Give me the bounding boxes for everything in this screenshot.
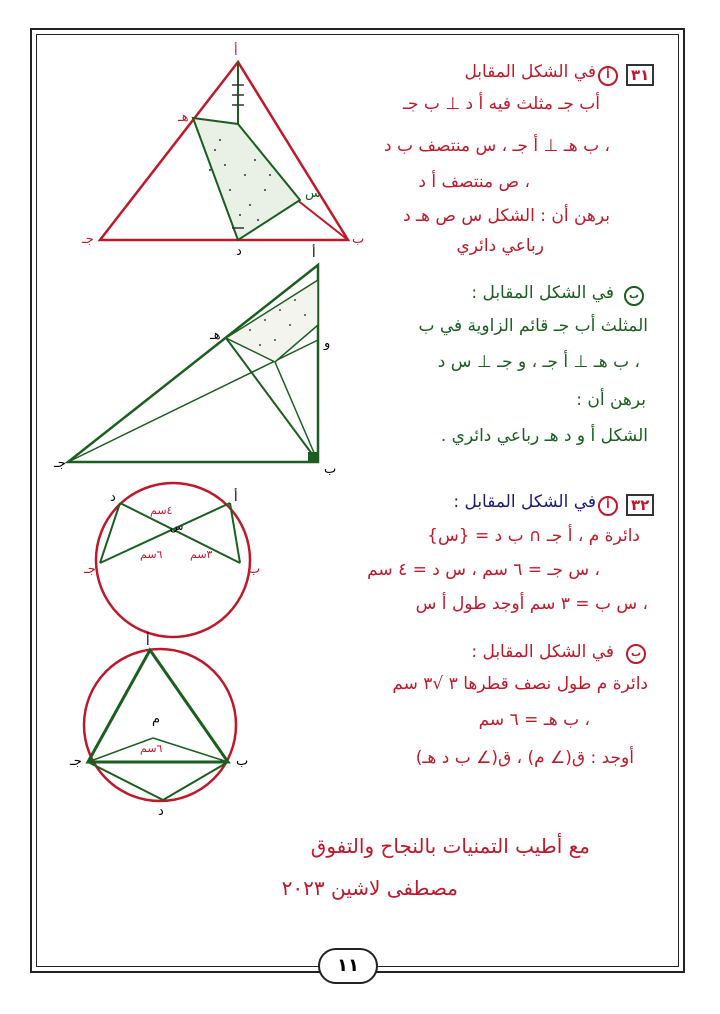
- fig4-label-6cm: ٦سم: [140, 742, 163, 755]
- fig2-label-c: جـ: [54, 456, 66, 471]
- fig3-label-s: س: [170, 520, 184, 533]
- p32b-line-2: دائرة م طول نصف قطرها ٣ √٣ سم: [392, 674, 648, 694]
- fig1-label-h: هـ: [178, 110, 189, 125]
- problem-32a-marker: أ: [598, 496, 618, 516]
- fig4-label-a: أ: [146, 634, 150, 649]
- author-signature: مصطفى لاشين ٢٠٢٣: [281, 876, 458, 900]
- figure-2-right-triangle: [68, 265, 318, 462]
- p31a-line-4: ، ص منتصف أ د: [418, 172, 530, 192]
- p32a-line-2: دائرة م ، أ جـ ∩ ب د = {س}: [427, 526, 640, 546]
- p31b-line-4: برهن أن :: [576, 390, 646, 410]
- p31a-line-1: في الشكل المقابل: [464, 62, 596, 82]
- problem-31-number: ٣١: [626, 64, 654, 86]
- p31b-line-5: الشكل أ و د هـ رباعي دائري .: [440, 426, 648, 446]
- fig3-label-d: د: [110, 490, 116, 505]
- problem-31b-marker: ب: [624, 286, 644, 306]
- fig4-label-c: جـ: [70, 754, 82, 769]
- fig4-label-m: م: [152, 712, 161, 727]
- figure-3-circle-chords: [96, 483, 250, 637]
- fig1-label-b: ب: [352, 232, 365, 247]
- fig3-label-6cm: ٦سم: [140, 548, 163, 561]
- fig2-label-h: هـ: [210, 328, 221, 343]
- fig3-label-3cm: ٣سم: [190, 548, 213, 561]
- fig1-label-s: س: [305, 186, 321, 201]
- fig2-label-b: ب: [324, 462, 337, 477]
- p32b-line-4: أوجد : ق(∠ م) ، ق(∠ ب د هـ): [415, 748, 634, 768]
- p31b-line-3: ، ب هـ ⊥ أ جـ ، و جـ ⊥ س د: [437, 352, 640, 372]
- fig3-label-b: ب: [248, 562, 261, 577]
- p31b-line-1: في الشكل المقابل :: [471, 283, 614, 303]
- closing-wishes: مع أطيب التمنيات بالنجاح والتفوق: [310, 834, 590, 858]
- p32b-line-1: في الشكل المقابل :: [471, 642, 614, 662]
- fig2-label-w: و: [324, 336, 331, 351]
- fig3-label-a: أ: [234, 490, 238, 505]
- p31a-line-3: ، ب هـ ⊥ أ جـ ، س منتصف ب د: [383, 136, 610, 156]
- p32a-line-4: ، س ب = ٣ سم أوجد طول أ س: [415, 594, 648, 614]
- p32b-line-3: ، ب هـ = ٦ سم: [478, 710, 590, 730]
- page-number: ١١: [318, 948, 378, 984]
- p32a-line-3: ، س جـ = ٦ سم ، س د = ٤ سم: [367, 560, 600, 580]
- p31a-line-5: برهن أن : الشكل س ص هـ د: [403, 206, 610, 226]
- fig1-label-c: جـ: [82, 232, 94, 247]
- fig3-label-c: جـ: [84, 562, 96, 577]
- fig1-label-a: أ: [234, 44, 238, 59]
- fig1-label-d: د: [236, 244, 242, 259]
- p32a-line-1: في الشكل المقابل :: [453, 492, 596, 512]
- problem-32-number: ٣٢: [626, 494, 654, 516]
- problem-31a-marker: أ: [598, 66, 618, 86]
- fig4-label-d: د: [158, 804, 164, 819]
- figure-1-triangle: [100, 62, 348, 240]
- problem-32b-marker: ب: [626, 644, 646, 664]
- p31b-line-2: المثلث أب جـ قائم الزاوية في ب: [418, 316, 648, 336]
- p31a-line-6: رباعي دائري: [456, 236, 544, 256]
- p31a-line-2: أب جـ مثلث فيه أ د ⊥ ب جـ: [403, 94, 600, 114]
- fig4-label-b: ب: [236, 754, 249, 769]
- fig2-label-a: أ: [312, 246, 316, 261]
- fig3-label-4cm: ٤سم: [150, 504, 173, 517]
